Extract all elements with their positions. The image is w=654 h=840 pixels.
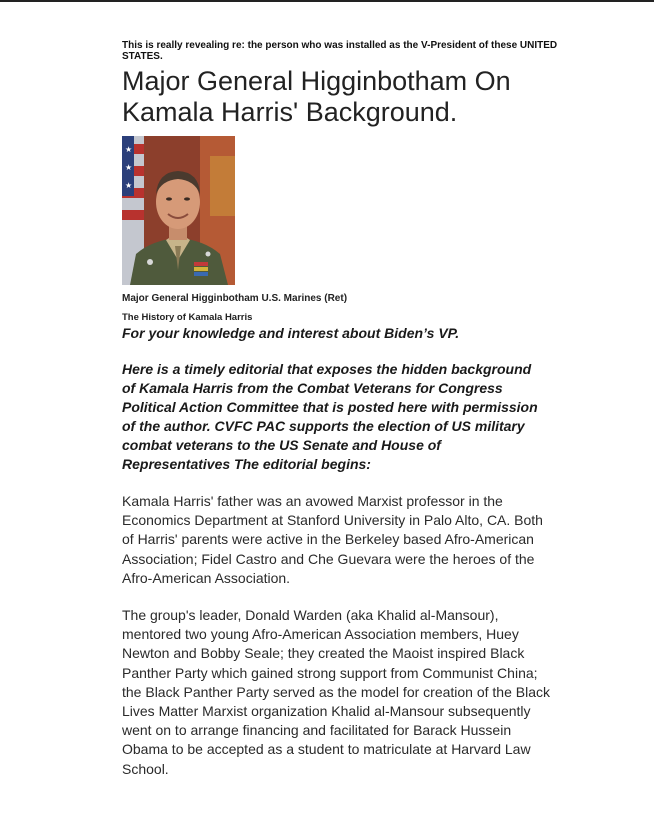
page-title: Major General Higginbotham On Kamala Harris' Background. xyxy=(122,66,511,127)
top-border-rule xyxy=(0,0,654,2)
editorial-intro: Here is a timely editorial that exposes the hidden background of Kamala Harris from the Combat Veterans for Congress Political Action Committee that is posted here with permission of the author. CVFC PAC supports the election of US military combat veterans to the US Senate and House of Representatives The editorial begins: xyxy=(122,361,538,472)
photo-caption: Major General Higginbotham U.S. Marines (Ret) xyxy=(122,293,348,304)
intro-note: This is really revealing re: the person who was installed as the V-President of these UNITED STATES. xyxy=(122,40,558,62)
body-paragraph-1: Kamala Harris' father was an avowed Marxist professor in the Economics Department at Stanford University in Palo Alto, CA. Both of Harris' parents were active in the Berkeley based Afro-American Association; Fidel Castro and Che Guevara were the heroes of the Afro-American Association. xyxy=(122,493,543,586)
svg-text:★: ★ xyxy=(125,145,133,154)
section-subtitle: The History of Kamala Harris xyxy=(122,312,253,323)
svg-text:★: ★ xyxy=(125,163,133,172)
portrait-photo-icon xyxy=(122,136,235,285)
body-paragraph-2: The group's leader, Donald Warden (aka Khalid al-Mansour), mentored two young Afro-American Association members, Huey Newton and Bobby Seale; they created the Maoist inspired Black Panther Party which gained strong support from Communist China; the Black Panther Party served as the model for creation of the Black Lives Matter Marxist organization Khalid al-Mansour subsequently went on to arrange financing and facilitated for Barack Hussein Obama to be accepted as a student to matriculate at Harvard Law School. xyxy=(122,607,550,777)
svg-text:★: ★ xyxy=(125,181,133,190)
kicker-line: For your knowledge and interest about Biden’s VP. xyxy=(122,325,460,341)
document-body xyxy=(122,40,562,779)
